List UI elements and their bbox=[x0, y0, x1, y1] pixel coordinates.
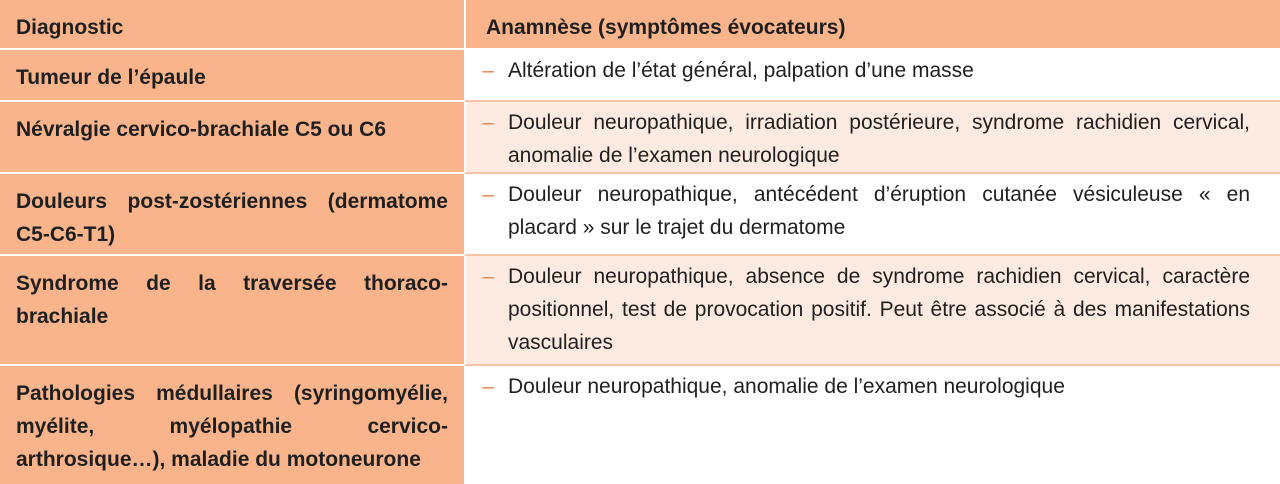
bullet-dash: – bbox=[482, 59, 494, 82]
symptoms-cell bbox=[464, 102, 1280, 174]
symptoms-text: Douleur neuropathique, anomalie de l’examen neurologique bbox=[508, 375, 1065, 398]
symptoms-cell bbox=[464, 50, 1280, 102]
symptoms-cell bbox=[464, 174, 1280, 256]
diagnostic-cell: Syndrome de la traversée thoraco-brachiale bbox=[0, 256, 464, 366]
diagnostic-cell: Pathologies médullaires (syringomyélie, myélite, myélopathie cervico-arthrosique…), maladie du motoneurone bbox=[0, 366, 464, 484]
bullet-dash: – bbox=[482, 375, 494, 398]
symptoms-cell bbox=[464, 256, 1280, 366]
bullet-dash: – bbox=[482, 183, 494, 206]
diagnostic-cell: Névralgie cervico-brachiale C5 ou C6 bbox=[0, 102, 464, 174]
symptoms-cell bbox=[464, 366, 1280, 484]
symptoms-text: Douleur neuropathique, irradiation postérieure, syndrome rachidien cervical, anomalie de l’examen neurologique bbox=[508, 111, 1250, 167]
header-diagnostic: Diagnostic bbox=[0, 0, 464, 50]
diagnostic-cell: Douleurs post-zostériennes (dermatome C5-C6-T1) bbox=[0, 174, 464, 256]
symptoms-text: Altération de l’état général, palpation d’une masse bbox=[508, 59, 974, 82]
diagnostic-cell: Tumeur de l’épaule bbox=[0, 50, 464, 102]
symptoms-text: Douleur neuropathique, antécédent d’éruption cutanée vésiculeuse « en placard » sur le trajet du dermatome bbox=[508, 183, 1250, 239]
symptoms-text: Douleur neuropathique, absence de syndrome rachidien cervical, caractère positionnel, test de provocation positif. Peut être associé à des manifestations vasculaires bbox=[508, 265, 1250, 354]
bullet-dash: – bbox=[482, 111, 494, 134]
bullet-dash: – bbox=[482, 265, 494, 288]
header-anamnese: Anamnèse (symptômes évocateurs) bbox=[464, 0, 1280, 50]
